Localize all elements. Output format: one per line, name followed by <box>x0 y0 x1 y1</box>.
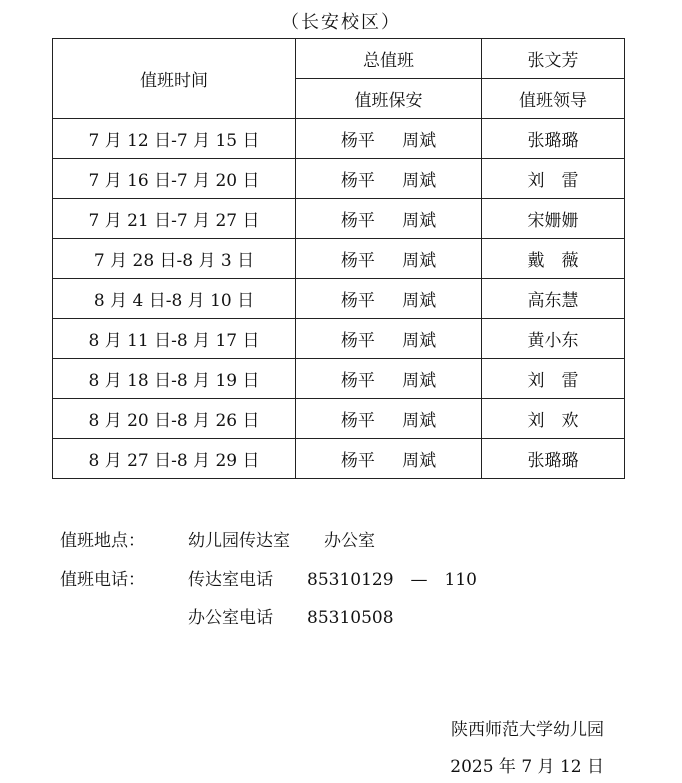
duty-time: 7 月 12 日-7 月 15 日 <box>53 119 296 159</box>
duty-leader: 宋姗姗 <box>482 199 625 239</box>
duty-leader: 刘 欢 <box>482 399 625 439</box>
header-guard: 值班保安 <box>296 79 482 119</box>
table-row <box>53 199 625 239</box>
guard-name: 周斌 <box>402 291 437 311</box>
table-row <box>53 119 625 159</box>
guard-name: 杨平 <box>340 411 375 431</box>
guard-name: 杨平 <box>340 131 375 151</box>
phone2-value: 85310508 <box>307 608 394 628</box>
guard-name: 周斌 <box>402 131 437 151</box>
table-row <box>53 159 625 199</box>
duty-guards <box>296 439 482 479</box>
guard-name: 杨平 <box>340 331 375 351</box>
duty-schedule-table <box>52 38 625 479</box>
duty-leader: 戴 薇 <box>482 239 625 279</box>
guard-name: 杨平 <box>340 211 375 231</box>
table-row <box>53 439 625 479</box>
duty-guards <box>296 239 482 279</box>
phone-line-2 <box>60 603 394 628</box>
table-row <box>53 319 625 359</box>
duty-guards <box>296 159 482 199</box>
guard-name: 杨平 <box>340 371 375 391</box>
duty-guards <box>296 119 482 159</box>
phone-label: 值班电话： <box>60 570 145 590</box>
duty-guards <box>296 399 482 439</box>
signature-date: 2025 年 7 月 12 日 <box>450 757 604 777</box>
guard-name: 杨平 <box>340 451 375 471</box>
duty-leader: 高东慧 <box>482 279 625 319</box>
duty-time: 7 月 21 日-7 月 27 日 <box>53 199 296 239</box>
phone1-value: 85310129 — 110 <box>307 570 477 590</box>
duty-leader: 刘 雷 <box>482 359 625 399</box>
location-label: 值班地点： <box>60 531 145 551</box>
table-row <box>53 359 625 399</box>
duty-leader: 刘 雷 <box>482 159 625 199</box>
duty-time: 8 月 20 日-8 月 26 日 <box>53 399 296 439</box>
header-general-duty: 总值班 <box>296 39 482 79</box>
guard-name: 周斌 <box>402 451 437 471</box>
duty-time: 7 月 16 日-7 月 20 日 <box>53 159 296 199</box>
header-row-1 <box>53 39 625 79</box>
header-time: 值班时间 <box>53 39 296 119</box>
guard-name: 周斌 <box>402 331 437 351</box>
duty-leader: 黄小东 <box>482 319 625 359</box>
location-value: 幼儿园传达室 办公室 <box>188 531 375 551</box>
duty-guards <box>296 199 482 239</box>
duty-time: 8 月 4 日-8 月 10 日 <box>53 279 296 319</box>
header-general-duty-name: 张文芳 <box>482 39 625 79</box>
table-row <box>53 399 625 439</box>
phone-line-1 <box>60 565 477 590</box>
duty-leader: 张璐璐 <box>482 119 625 159</box>
guard-name: 周斌 <box>402 251 437 271</box>
table-row <box>53 279 625 319</box>
campus-title: （长安校区） <box>281 12 401 33</box>
guard-name: 周斌 <box>402 371 437 391</box>
guard-name: 杨平 <box>340 291 375 311</box>
header-leader: 值班领导 <box>482 79 625 119</box>
duty-guards <box>296 359 482 399</box>
duty-time: 8 月 27 日-8 月 29 日 <box>53 439 296 479</box>
duty-time: 8 月 11 日-8 月 17 日 <box>53 319 296 359</box>
guard-name: 周斌 <box>402 411 437 431</box>
duty-time: 8 月 18 日-8 月 19 日 <box>53 359 296 399</box>
duty-guards <box>296 279 482 319</box>
duty-guards <box>296 319 482 359</box>
table-row <box>53 239 625 279</box>
guard-name: 周斌 <box>402 171 437 191</box>
signature-org: 陕西师范大学幼儿园 <box>451 720 604 740</box>
duty-time: 7 月 28 日-8 月 3 日 <box>53 239 296 279</box>
guard-name: 杨平 <box>340 171 375 191</box>
guard-name: 周斌 <box>402 211 437 231</box>
phone2-name: 办公室电话 <box>188 608 273 628</box>
guard-name: 杨平 <box>340 251 375 271</box>
location-line <box>60 526 375 551</box>
phone1-name: 传达室电话 <box>188 570 273 590</box>
duty-leader: 张璐璐 <box>482 439 625 479</box>
